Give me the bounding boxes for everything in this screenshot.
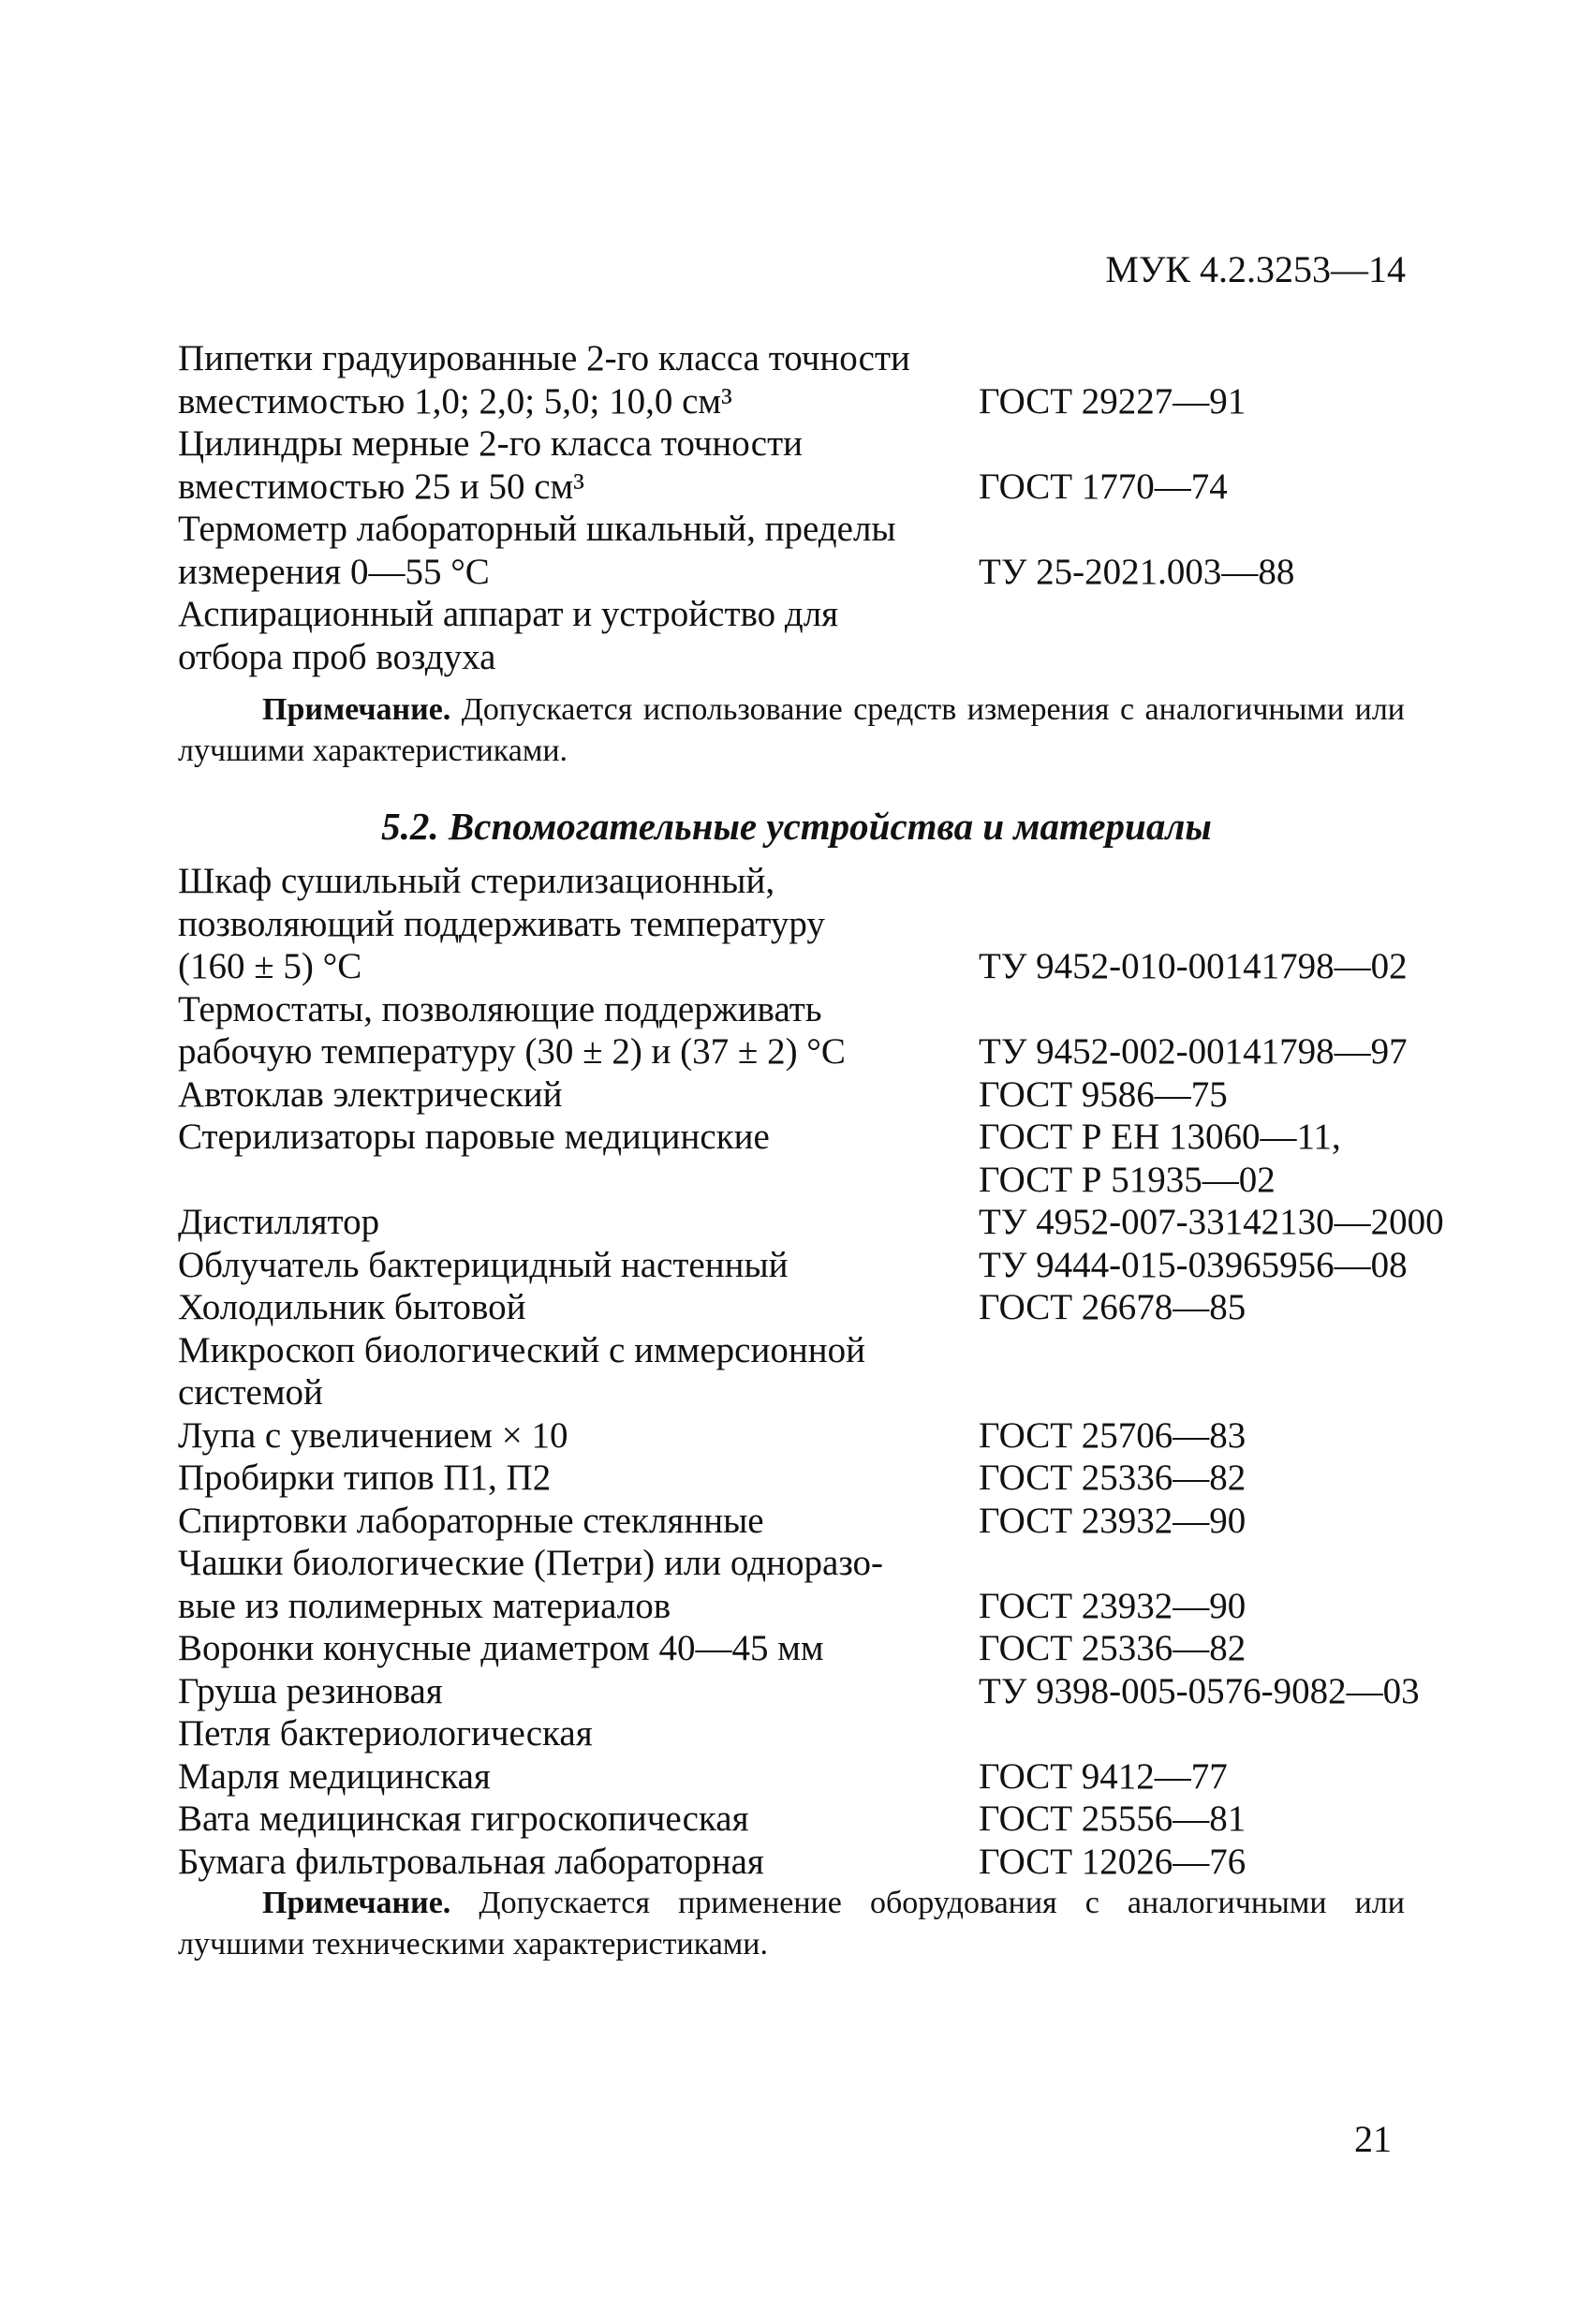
item-standard-line: ГОСТ 23932—90 (979, 1585, 1246, 1626)
note-label: Примечание. (262, 1886, 451, 1920)
item-standard-line: ГОСТ 25706—83 (979, 1414, 1246, 1456)
item-name-line: Облучатель бактерицидный настенный (178, 1244, 789, 1285)
item-standard-line: ГОСТ 26678—85 (979, 1287, 1246, 1327)
list-item (178, 988, 1452, 1073)
item-name (178, 508, 979, 593)
list-item (178, 1286, 1452, 1329)
item-standard (979, 466, 1452, 509)
item-standard (979, 1116, 1452, 1201)
item-standard (979, 1286, 1452, 1329)
item-standard-line (979, 1712, 1452, 1755)
list-item (178, 1201, 1452, 1244)
note-auxiliary-equipment (178, 1883, 1405, 1965)
item-standard (979, 1201, 1452, 1244)
item-standard-line: ГОСТ 12026—76 (979, 1841, 1246, 1882)
item-standard-line: ГОСТ Р ЕН 13060—11, (979, 1117, 1341, 1157)
item-name (178, 1627, 979, 1670)
item-name-line: Цилиндры мерные 2-го класса точности (178, 423, 803, 464)
item-standard (979, 1244, 1452, 1287)
item-name (178, 1414, 979, 1458)
item-standard (979, 1798, 1452, 1841)
note-label: Примечание. (262, 692, 451, 727)
item-standard (979, 1755, 1452, 1799)
item-name-line: Холодильник бытовой (178, 1287, 526, 1327)
item-name (178, 1201, 979, 1244)
item-name-line: Аспирационный аппарат и устройство для (178, 594, 839, 634)
item-standard-line: ГОСТ 25556—81 (979, 1799, 1246, 1839)
item-name (178, 1286, 979, 1329)
item-name-line: Пипетки градуированные 2-го класса точности (178, 338, 910, 378)
document-code-header: МУК 4.2.3253—14 (1105, 248, 1406, 290)
item-standard-line: ГОСТ 9586—75 (979, 1073, 1228, 1115)
list-item (178, 1457, 1452, 1500)
item-standard (979, 1030, 1452, 1073)
item-standard-line (979, 636, 1452, 679)
item-name (178, 1500, 979, 1543)
item-standard-line: ТУ 4952-007-33142130—2000 (979, 1202, 1444, 1242)
item-standard-line: ТУ 9452-010-00141798—02 (979, 946, 1408, 986)
item-standard (979, 551, 1452, 594)
item-name-line: измерения 0—55 °С (178, 551, 490, 592)
section-title: 5.2. Вспомогательные устройства и материалы (381, 805, 1212, 848)
list-item (178, 1841, 1452, 1884)
note-text: Допускается использование средств измерения с аналогичными или лучшими характеристиками. (178, 692, 1405, 768)
item-name (178, 593, 979, 678)
list-item (178, 1414, 1452, 1458)
item-name-line: (160 ± 5) °С (178, 946, 362, 986)
item-standard (979, 1414, 1452, 1458)
item-name (178, 860, 979, 988)
item-standard-line: ГОСТ 29227—91 (979, 380, 1246, 422)
item-name-line: Дистиллятор (178, 1202, 380, 1242)
item-name-line (178, 1159, 979, 1202)
item-name (178, 1542, 979, 1627)
item-name (178, 1670, 979, 1713)
item-standard-line: ГОСТ Р 51935—02 (979, 1159, 1276, 1200)
item-name (178, 1329, 979, 1414)
item-name-line: Вата медицинская гигроскопическая (178, 1799, 749, 1839)
item-standard-line: ТУ 9444-015-03965956—08 (979, 1244, 1408, 1285)
item-standard-line: ГОСТ 25336—82 (979, 1458, 1246, 1498)
list-item (178, 337, 1452, 422)
item-name-line: вместимостью 25 и 50 см³ (178, 466, 584, 507)
list-item (178, 1116, 1452, 1201)
item-standard-line: ГОСТ 23932—90 (979, 1500, 1246, 1541)
list-item (178, 1542, 1452, 1627)
item-name-line: отбора проб воздуха (178, 636, 496, 677)
list-item (178, 1073, 1452, 1117)
item-standard-line: ТУ 9398-005-0576-9082—03 (979, 1670, 1420, 1711)
list-item (178, 508, 1452, 593)
item-standard (979, 1585, 1452, 1628)
item-standard (979, 945, 1452, 988)
item-name (178, 1798, 979, 1841)
item-name (178, 1755, 979, 1799)
item-name-line: Термометр лабораторный шкальный, пределы (178, 509, 896, 549)
item-name-line: позволяющий поддерживать температуру (178, 903, 825, 944)
item-name-line: системой (178, 1372, 323, 1413)
page-number: 21 (1354, 2118, 1392, 2160)
list-item (178, 1500, 1452, 1543)
list-item (178, 593, 1452, 678)
list-item (178, 1712, 1452, 1755)
item-standard-line: ТУ 25-2021.003—88 (979, 551, 1295, 592)
item-name-line: Термостаты, позволяющие поддерживать (178, 988, 822, 1029)
item-name (178, 1073, 979, 1117)
item-standard (979, 1371, 1452, 1414)
item-name-line: Воронки конусные диаметром 40—45 мм (178, 1628, 824, 1668)
list-item (178, 1798, 1452, 1841)
note-text: Допускается применение оборудования с аналогичными или лучшими техническими характеристиками. (178, 1886, 1405, 1961)
list-item (178, 1670, 1452, 1713)
list-item (178, 1329, 1452, 1414)
item-name (178, 988, 979, 1073)
item-standard (979, 1073, 1452, 1117)
item-standard (979, 636, 1452, 679)
item-name-line: вые из полимерных материалов (178, 1585, 671, 1626)
item-name (178, 337, 979, 422)
item-standard-line (979, 1371, 1452, 1414)
item-name-line: Марля медицинская (178, 1755, 491, 1797)
item-name (178, 1457, 979, 1500)
item-name-line: Лупа с увеличением × 10 (178, 1414, 568, 1456)
item-standard-line: ТУ 9452-002-00141798—97 (979, 1031, 1408, 1072)
item-name-line: Стерилизаторы паровые медицинские (178, 1117, 770, 1157)
item-standard (979, 1670, 1452, 1713)
item-standard (979, 1627, 1452, 1670)
item-standard (979, 1712, 1452, 1755)
item-standard (979, 1841, 1452, 1884)
auxiliary-equipment-list (178, 860, 1452, 1883)
item-name-line: Груша резиновая (178, 1670, 443, 1711)
item-standard (979, 380, 1452, 423)
note-measuring-instruments (178, 689, 1405, 772)
item-name-line: Петля бактериологическая (178, 1713, 593, 1754)
item-standard (979, 1500, 1452, 1543)
item-name-line: рабочую температуру (30 ± 2) и (37 ± 2) °С (178, 1031, 846, 1072)
item-name-line: Шкаф сушильный стерилизационный, (178, 861, 775, 901)
item-name-line: Спиртовки лабораторные стеклянные (178, 1500, 764, 1541)
item-name (178, 1116, 979, 1201)
item-name-line: Чашки биологические (Петри) или одноразо- (178, 1543, 883, 1583)
item-name (178, 1712, 979, 1755)
measuring-instruments-list (178, 337, 1452, 678)
item-name-line: Бумага фильтровальная лабораторная (178, 1841, 764, 1882)
list-item (178, 1244, 1452, 1287)
item-name-line: Микроскоп биологический с иммерсионной (178, 1329, 865, 1370)
list-item (178, 860, 1452, 988)
list-item (178, 1755, 1452, 1799)
item-name (178, 1244, 979, 1287)
item-standard (979, 1457, 1452, 1500)
item-name-line: Автоклав электрический (178, 1073, 563, 1115)
item-name (178, 1841, 979, 1884)
item-name (178, 422, 979, 508)
item-name-line: вместимостью 1,0; 2,0; 5,0; 10,0 см³ (178, 380, 732, 422)
item-standard-line: ГОСТ 9412—77 (979, 1755, 1228, 1797)
list-item (178, 1627, 1452, 1670)
item-name-line: Пробирки типов П1, П2 (178, 1458, 552, 1498)
item-standard-line: ГОСТ 25336—82 (979, 1628, 1246, 1668)
item-standard-line: ГОСТ 1770—74 (979, 466, 1228, 507)
list-item (178, 422, 1452, 508)
